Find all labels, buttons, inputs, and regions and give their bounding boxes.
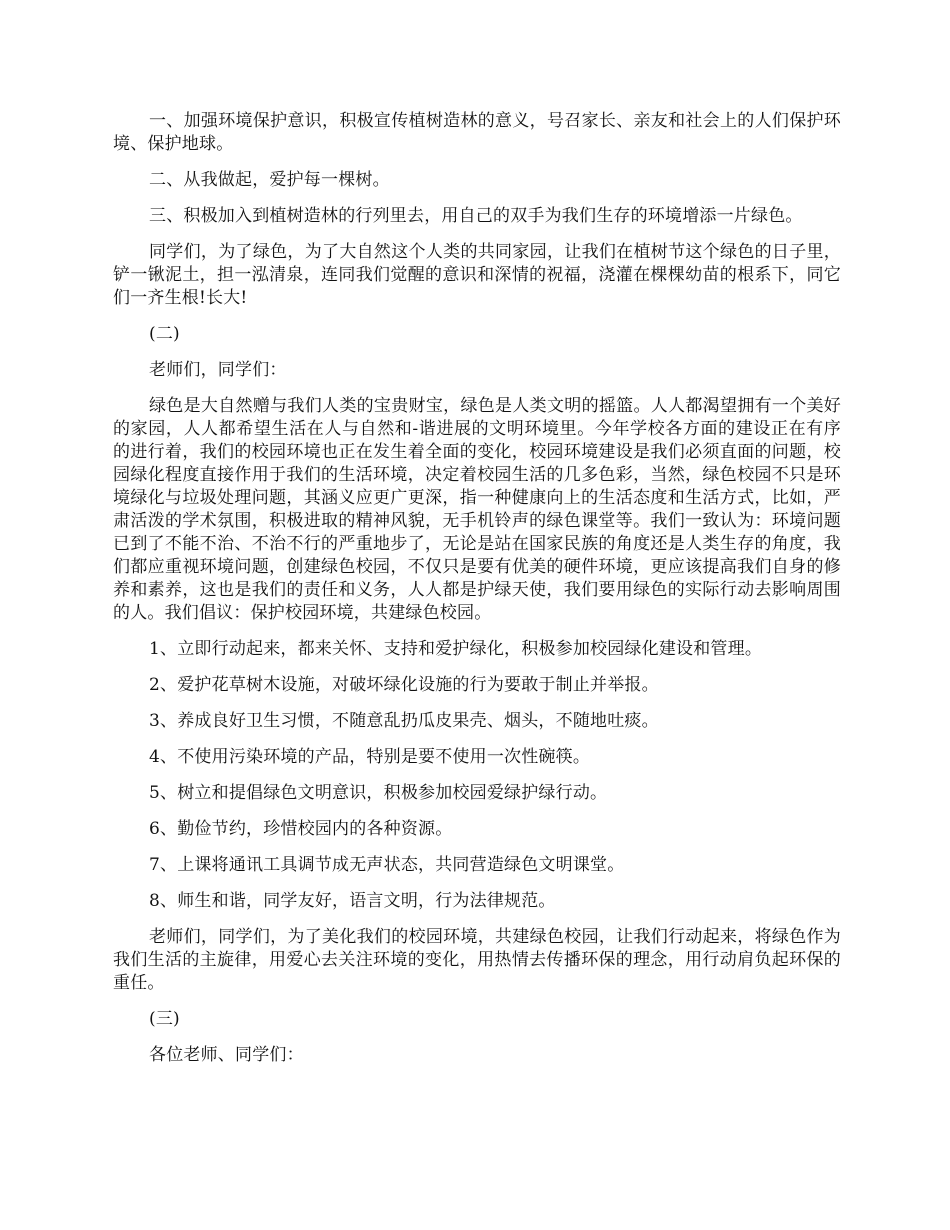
list-item-2: 2、爱护花草树木设施，对破坏绿化设施的行为要敢于制止并举报。 <box>149 675 659 695</box>
paragraph-body-2: 绿色是大自然赠与我们人类的宝贵财宝，绿色是人类文明的摇篮。人人都渴望拥有一个美好的家园，人人都希望生活在人与自然和-谐进展的文明环境里。今年学校各方面的建设正在有序的进行着，我们的校园环境也正在发生着全面的变化，校园环境建设是我们必须直面的问题，校园绿化程度直接作用于我们的生活环境，决定着校园生活的几多色彩，当然，绿色校园不只是环境绿化与垃圾处理问题，其涵义应更广更深，指一种健康向上的生活态度和生活方式，比如，严肃活泼的学术氛围，积极进取的精神风貌，无手机铃声的绿色课堂等。我们一致认为：环境问题已到了不能不治、不治不行的严重地步了，无论是站在国家民族的角度还是人类生存的角度，我们都应重视环境问题，创建绿色校园，不仅只是要有优美的硬件环境，更应该提高我们自身的修养和素养，这也是我们的责任和义务，人人都是护绿天使，我们要用绿色的实际行动去影响周围的人。我们倡议：保护校园环境，共建绿色校园。 <box>113 396 841 623</box>
salutation-3: 各位老师、同学们： <box>149 1045 304 1065</box>
list-item-5: 5、树立和提倡绿色文明意识，积极参加校园爱绿护绿行动。 <box>149 783 608 803</box>
paragraph-pledge-3: 三、积极加入到植树造林的行列里去，用自己的双手为我们生存的环境增添一片绿色。 <box>149 206 803 226</box>
list-item-3: 3、养成良好卫生习惯，不随意乱扔瓜皮果壳、烟头，不随地吐痰。 <box>149 711 659 731</box>
list-item-4: 4、不使用污染环境的产品，特别是要不使用一次性碗筷。 <box>149 747 591 767</box>
list-item-6: 6、勤俭节约，珍惜校园内的各种资源。 <box>149 819 453 839</box>
paragraph-pledge-1: 一、加强环境保护意识，积极宣传植树造林的意义，号召家长、亲友和社会上的人们保护环境、保护地球。 <box>113 111 841 154</box>
list-item-1: 1、立即行动起来，都来关怀、支持和爱护绿化，积极参加校园绿化建设和管理。 <box>149 639 763 659</box>
document-body <box>113 110 841 1080</box>
paragraph-closing-1: 同学们，为了绿色，为了大自然这个人类的共同家园，让我们在植树节这个绿色的日子里，铲一锹泥土，担一泓清泉，连同我们觉醒的意识和深情的祝福，浇灌在棵棵幼苗的根系下，同它们一齐生根!长大! <box>113 242 841 308</box>
list-item-8: 8、师生和谐，同学友好，语言文明，行为法律规范。 <box>149 891 556 911</box>
list-item-7: 7、上课将通讯工具调节成无声状态，共同营造绿色文明课堂。 <box>149 855 625 875</box>
section-heading-3: (三) <box>149 1009 180 1029</box>
paragraph-pledge-2: 二、从我做起，爱护每一棵树。 <box>149 170 390 190</box>
section-heading-2: (二) <box>149 324 180 344</box>
salutation-2: 老师们，同学们： <box>149 360 287 380</box>
paragraph-closing-2: 老师们，同学们，为了美化我们的校园环境，共建绿色校园，让我们行动起来，将绿色作为我们生活的主旋律，用爱心去关注环境的变化，用热情去传播环保的理念，用行动肩负起环保的重任。 <box>113 927 841 993</box>
